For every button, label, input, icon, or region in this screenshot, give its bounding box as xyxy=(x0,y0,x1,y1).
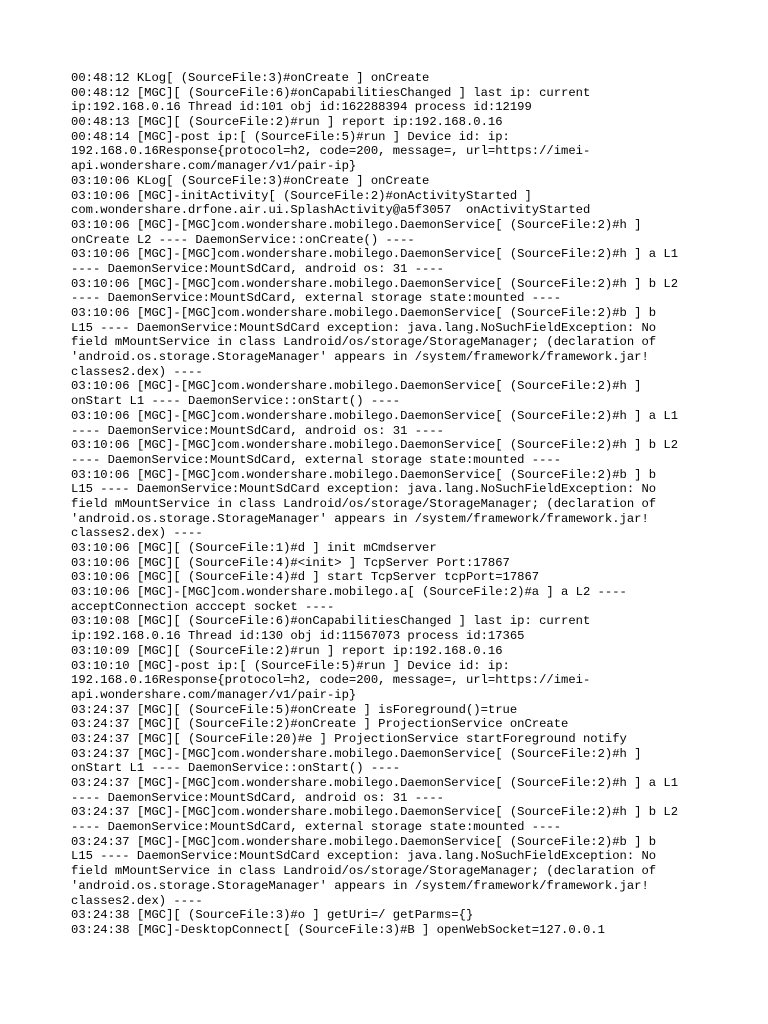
log-line: 03:10:06 [MGC]-[MGC]com.wondershare.mobilego.DaemonService[ (SourceFile:2)#h ] a L1 xyxy=(71,408,679,423)
log-line: 03:10:06 [MGC][ (SourceFile:4)#d ] start TcpServer tcpPort=17867 xyxy=(71,570,540,585)
log-line: 'android.os.storage.StorageManager' appears in /system/framework/framework.jar! xyxy=(71,350,649,365)
log-line: 03:24:37 [MGC][ (SourceFile:5)#onCreate ] isForeground()=true xyxy=(71,702,518,717)
log-line: 03:10:06 KLog[ (SourceFile:3)#onCreate ] onCreate xyxy=(71,173,430,188)
log-line: 03:10:06 [MGC]-initActivity[ (SourceFile:2)#onActivityStarted ] xyxy=(71,188,532,203)
log-line: classes2.dex) ---- xyxy=(71,526,203,541)
log-line: ---- DaemonService:MountSdCard, android os: 31 ---- xyxy=(71,261,444,276)
log-line: 03:10:06 [MGC][ (SourceFile:1)#d ] init mCmdserver xyxy=(71,541,437,555)
log-line: ip:192.168.0.16 Thread id:101 obj id:162288394 process id:12199 xyxy=(71,100,532,115)
log-line: 03:24:37 [MGC][ (SourceFile:2)#onCreate ] ProjectionService onCreate xyxy=(71,717,569,732)
log-line: 03:24:37 [MGC]-[MGC]com.wondershare.mobilego.DaemonService[ (SourceFile:2)#b ] b xyxy=(71,834,657,849)
log-text-block xyxy=(71,71,711,938)
log-line: 00:48:13 [MGC][ (SourceFile:2)#run ] report ip:192.168.0.16 xyxy=(71,115,503,130)
log-line: ---- DaemonService:MountSdCard, external storage state:mounted ---- xyxy=(71,452,562,467)
log-line: L15 ---- DaemonService:MountSdCard exception: java.lang.NoSuchFieldException: No xyxy=(71,849,657,864)
log-line: onStart L1 ---- DaemonService::onStart() ---- xyxy=(71,394,401,409)
log-line: api.wondershare.com/manager/v1/pair-ip} xyxy=(71,687,357,702)
log-line: L15 ---- DaemonService:MountSdCard exception: java.lang.NoSuchFieldException: No xyxy=(71,320,657,335)
log-line: field mMountService in class Landroid/os/storage/StorageManager; (declaration of xyxy=(71,335,657,350)
log-line: api.wondershare.com/manager/v1/pair-ip} xyxy=(71,159,357,174)
log-line: 00:48:14 [MGC]-post ip:[ (SourceFile:5)#run ] Device id: ip: xyxy=(71,129,510,144)
log-line: 03:10:06 [MGC]-[MGC]com.wondershare.mobilego.DaemonService[ (SourceFile:2)#h ] xyxy=(71,379,642,394)
log-line: ip:192.168.0.16 Thread id:130 obj id:11567073 process id:17365 xyxy=(71,629,525,644)
log-line: field mMountService in class Landroid/os/storage/StorageManager; (declaration of xyxy=(71,496,657,511)
log-line: 'android.os.storage.StorageManager' appears in /system/framework/framework.jar! xyxy=(71,878,649,893)
log-line: field mMountService in class Landroid/os/storage/StorageManager; (declaration of xyxy=(71,864,657,879)
log-line: 00:48:12 [MGC][ (SourceFile:6)#onCapabilitiesChanged ] last ip: current xyxy=(71,85,591,100)
log-line: acceptConnection acccept socket ---- xyxy=(71,599,335,614)
log-line: 03:24:37 [MGC]-[MGC]com.wondershare.mobilego.DaemonService[ (SourceFile:2)#h ] a L1 xyxy=(71,776,679,790)
log-line: com.wondershare.drfone.air.ui.SplashActivity@a5f3057 onActivityStarted xyxy=(71,203,591,218)
log-line: 03:24:38 [MGC]-DesktopConnect[ (SourceFile:3)#B ] openWebSocket=127.0.0.1 xyxy=(71,922,605,937)
log-line: 03:10:10 [MGC]-post ip:[ (SourceFile:5)#run ] Device id: ip: xyxy=(71,658,510,673)
log-line: 'android.os.storage.StorageManager' appears in /system/framework/framework.jar! xyxy=(71,511,649,526)
log-line: 03:10:06 [MGC]-[MGC]com.wondershare.mobilego.DaemonService[ (SourceFile:2)#b ] b xyxy=(71,306,657,320)
log-line: 03:10:06 [MGC]-[MGC]com.wondershare.mobilego.DaemonService[ (SourceFile:2)#h ] xyxy=(71,217,642,232)
log-line: 03:10:06 [MGC]-[MGC]com.wondershare.mobilego.DaemonService[ (SourceFile:2)#b ] b xyxy=(71,467,657,482)
log-line: 03:10:08 [MGC][ (SourceFile:6)#onCapabilitiesChanged ] last ip: current xyxy=(71,614,591,629)
log-line: ---- DaemonService:MountSdCard, android os: 31 ---- xyxy=(71,423,444,438)
log-line: 03:10:06 [MGC][ (SourceFile:4)#<init> ] TcpServer Port:17867 xyxy=(71,555,510,570)
log-line: 03:24:37 [MGC]-[MGC]com.wondershare.mobilego.DaemonService[ (SourceFile:2)#h ] b L2 xyxy=(71,805,679,820)
log-line: 192.168.0.16Response{protocol=h2, code=200, message=, url=https://imei- xyxy=(71,144,591,159)
log-line: ---- DaemonService:MountSdCard, external storage state:mounted ---- xyxy=(71,820,562,835)
log-line: ---- DaemonService:MountSdCard, external storage state:mounted ---- xyxy=(71,291,562,306)
log-line: 03:10:09 [MGC][ (SourceFile:2)#run ] report ip:192.168.0.16 xyxy=(71,643,503,658)
log-line: 00:48:12 KLog[ (SourceFile:3)#onCreate ] onCreate xyxy=(71,71,430,85)
log-line: onCreate L2 ---- DaemonService::onCreate() ---- xyxy=(71,232,415,247)
log-line: 192.168.0.16Response{protocol=h2, code=200, message=, url=https://imei- xyxy=(71,673,591,688)
log-line: 03:24:37 [MGC][ (SourceFile:20)#e ] ProjectionService startForeground notify xyxy=(71,731,627,746)
log-line: classes2.dex) ---- xyxy=(71,364,203,379)
log-line: 03:10:06 [MGC]-[MGC]com.wondershare.mobilego.a[ (SourceFile:2)#a ] a L2 ---- xyxy=(71,585,627,600)
log-line: 03:24:38 [MGC][ (SourceFile:3)#o ] getUri=/ getParms={} xyxy=(71,908,474,923)
log-line: L15 ---- DaemonService:MountSdCard exception: java.lang.NoSuchFieldException: No xyxy=(71,482,657,497)
log-line: onStart L1 ---- DaemonService::onStart() ---- xyxy=(71,761,401,776)
log-line: 03:10:06 [MGC]-[MGC]com.wondershare.mobilego.DaemonService[ (SourceFile:2)#h ] b L2 xyxy=(71,438,679,453)
log-line: 03:10:06 [MGC]-[MGC]com.wondershare.mobilego.DaemonService[ (SourceFile:2)#h ] a L1 xyxy=(71,247,679,262)
log-line: 03:10:06 [MGC]-[MGC]com.wondershare.mobilego.DaemonService[ (SourceFile:2)#h ] b L2 xyxy=(71,276,679,291)
log-line: 03:24:37 [MGC]-[MGC]com.wondershare.mobilego.DaemonService[ (SourceFile:2)#h ] xyxy=(71,746,642,761)
log-line: classes2.dex) ---- xyxy=(71,893,203,908)
log-line: ---- DaemonService:MountSdCard, android os: 31 ---- xyxy=(71,790,444,805)
